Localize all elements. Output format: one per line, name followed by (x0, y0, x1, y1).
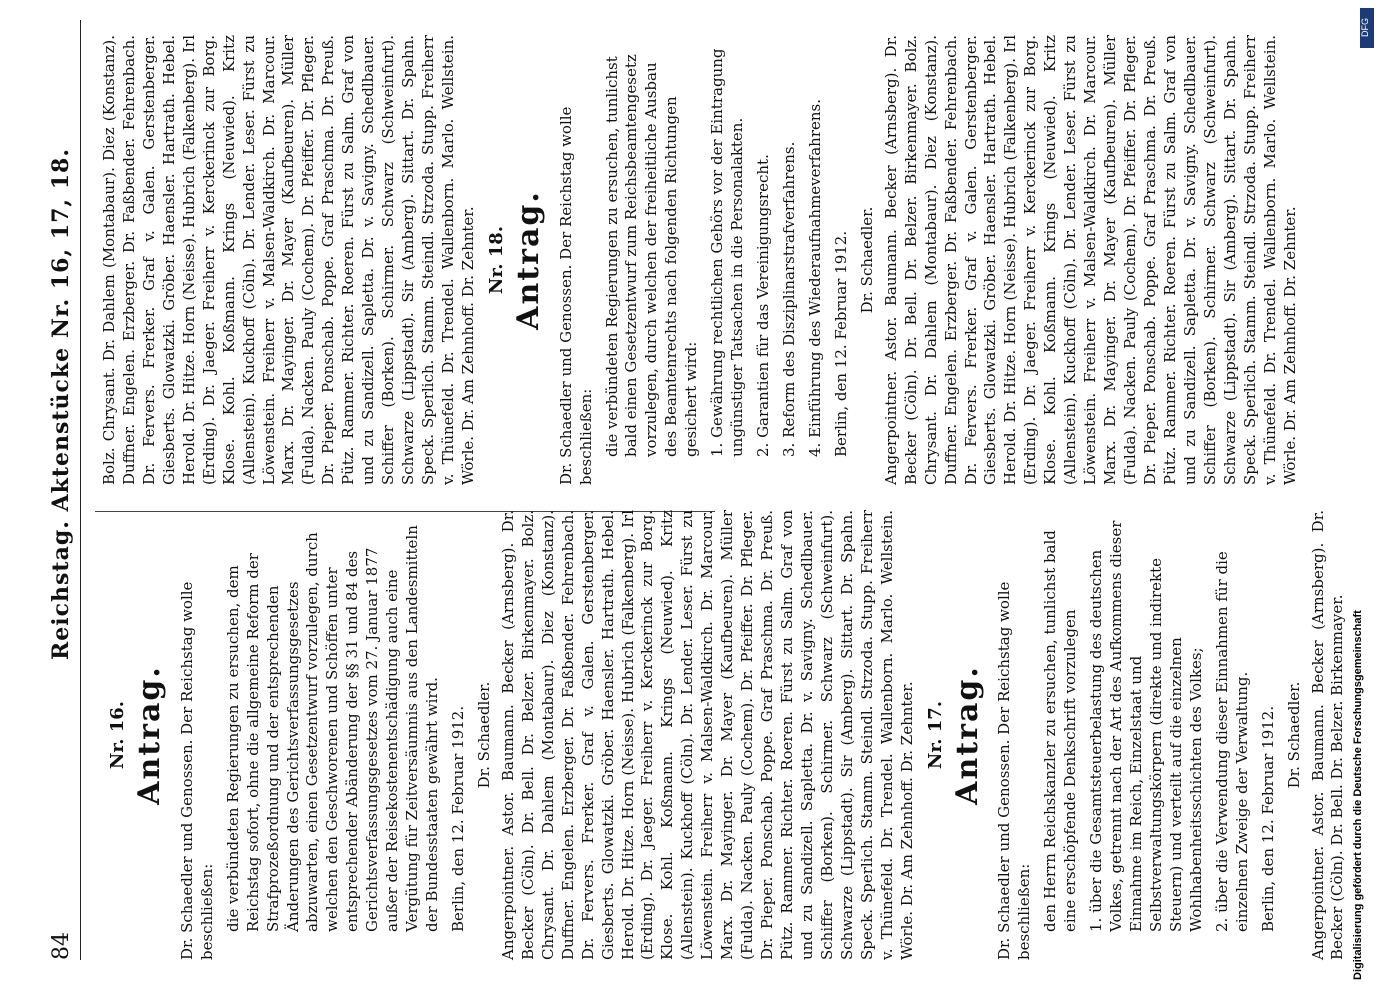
page-header (40, 20, 81, 960)
right-column (100, 35, 1306, 485)
motion-date-17: Berlin, den 12. Februar 1912. (1258, 705, 1277, 932)
motion-item-17-1: 1. über die Gesamtsteuerbelastung des deutschen Volkes, getrennt nach der Art des Aufkommens dieser Einnahme im Reich, Einzelstaat und Selbstverwaltungskörpern (direkte und indirekte Steuern) und verteilt auf die einzelnen Wohlhabenheitsschichten des Volkes; (1087, 520, 1205, 932)
motion-number-18: Nr. 18. (485, 225, 507, 295)
motion-signer-17: Dr. Schaedler. (1284, 681, 1303, 789)
funding-note: Digitalisierung gefördert durch die Deutsche Forschungsgemeinschaft (1352, 610, 1364, 980)
motion-item-18-3: 3. Reform des Disziplinarstrafverfahrens. (780, 141, 799, 457)
motion-date-18: Berlin, den 12. Februar 1912. (831, 230, 850, 457)
motion-heading-16: Antrag. (131, 665, 167, 805)
motion-body-16: die verbündeten Regierungen zu ersuchen, dem Reichstag sofort, ohne die allgemeine Reform der Strafprozeßordnung und der entsprechenden Änderungen des Gerichtsverfassungsgesetzes abzuwarten, einen Gesetzentwurf vorzulegen, durch welchen den Geschworenen und Schöffen unter entsprechender Abänderung der §§ 31 und 84 des Gerichtsverfassungsgesetzes vom 27. Januar 1877 außer der Reisekostenentschädigung auch eine Vergütung für Zeitversäumnis aus den Landesmitteln der Bundesstaaten gewährt wird. (223, 525, 442, 932)
motion-intro-17: Dr. Schaedler und Genossen. Der Reichstag wolle beschließen: (995, 581, 1034, 960)
motion-number-17: Nr. 17. (924, 700, 946, 770)
motion-heading-17: Antrag. (949, 665, 985, 805)
motion-body-18: die verbündeten Regierungen zu ersuchen, tunlichst bald einen Gesetzentwurf zum Reichsbeamtengesetz vorzulegen, durch welchen der freiheitliche Ausbau des Beamtenrechts nach folgenden Richtungen gesichert wird: (602, 54, 701, 457)
left-column (100, 510, 1354, 960)
motion-item-17-2: 2. über die Verwendung dieser Einnahmen für die einzelnen Zweige der Verwaltung. (1212, 551, 1251, 932)
signatories-16: Angerpointner. Astor. Baumann. Becker (Arnsberg). Dr. Becker (Cöln). Dr. Bell. Dr. Belzer. Birkenmayer. Bolz. Chrysant. Dr. Dahlem (Montabaur). Diez (Konstanz). Duffner. Engelen. Erzberger. Dr. Faßbender. Fehrenbach. Dr. Fervers. Frerker. Graf v. Galen. Gerstenberger. Giesberts. Glowatzki. Gröber. Haensler. Hartrath. Hebel. Herold. Dr. Hitze. Horn (Neisse). Hubrich (Falkenberg). Irl (Erding). Dr. Jaeger. Freiherr v. Kerckerinck zur Borg. Klose. Kohl. Koßmann. Krings (Neuwied). Kritz (Allenstein). Kuckhoff (Cöln). Dr. Lender. Leser. Fürst zu Löwenstein. Freiherr v. Malsen-Waldkirch. Dr. Marcour. Marx. Dr. Mayinger. Dr. Mayer (Kaufbeuren). Müller (Fulda). Nacken. Pauly (Cochem). Dr. Pfeiffer. Dr. Pfleger. Dr. Pieper. Ponschab. Poppe. Graf Praschma. Dr. Preuß. Pütz. Rammer. Richter. Roeren. Fürst zu Salm. Graf von und zu Sandizell. Sapletta. Dr. v. Savigny. Schedlbauer. Schiffer (Borken). Schirmer. Schwarz (Schweinfurt). Schwarze (Lippstadt). Sir (Amberg). Sittart. Dr. Spahn. Speck. Sperlich. Stamm. Steindl. Strzoda. Stupp. Freiherr v. Thünefeld. Dr. Trendel. Wallenborn. Marlo. Wellstein. Wörle. Dr. Am Zehnhoff. Dr. Zehnter. (498, 510, 916, 960)
motion-item-18-4: 4. Einführung des Wiederaufnahmeverfahrens. (805, 98, 824, 457)
signatories-17: Angerpointner. Astor. Baumann. Becker (Arnsberg). Dr. Becker (Cöln). Dr. Bell. Dr. Belzer. Birkenmayer. (1308, 510, 1347, 960)
motion-signer-16: Dr. Schaedler. (474, 681, 493, 789)
motion-item-18-1: 1. Gewährung rechtlichen Gehörs vor der Eintragung ungünstiger Tatsachen in die Personalakten. (708, 48, 747, 457)
signatories-18: Angerpointner. Astor. Baumann. Becker (Arnsberg). Dr. Becker (Cöln). Dr. Bell. Dr. Belzer. Birkenmayer. Bolz. Chrysant. Dr. Dahlem (Montabaur). Diez (Konstanz). Duffner. Engelen. Erzberger. Dr. Faßbender. Fehrenbach. Dr. Fervers. Frerker. Graf v. Galen. Gerstenberger. Giesberts. Glowatzki. Gröber. Haensler. Hartrath. Hebel. Herold. Dr. Hitze. Horn (Neisse). Hubrich (Falkenberg). Irl (Erding). Dr. Jaeger. Freiherr v. Kerckerinck zur Borg. Klose. Kohl. Koßmann. Krings (Neuwied). Kritz (Allenstein). Kuckhoff (Cöln). Dr. Lender. Leser. Fürst zu Löwenstein. Freiherr v. Malsen-Waldkirch. Dr. Marcour. Marx. Dr. Mayinger. Dr. Mayer (Kaufbeuren). Müller (Fulda). Nacken. Pauly (Cochem). Dr. Pfeiffer. Dr. Pfleger. Dr. Pieper. Ponschab. Poppe. Graf Praschma. Dr. Preuß. Pütz. Rammer. Richter. Roeren. Fürst zu Salm. Graf von und zu Sandizell. Sapletta. Dr. v. Savigny. Schedlbauer. Schiffer (Borken). Schirmer. Schwarz (Schweinfurt). Schwarze (Lippstadt). Sir (Amberg). Sittart. Dr. Spahn. Speck. Sperlich. Stamm. Steindl. Strzoda. Stupp. Freiherr v. Thünefeld. Dr. Trendel. Wallenborn. Marlo. Wellstein. Wörle. Dr. Am Zehnhoff. Dr. Zehnter. (881, 35, 1299, 485)
motion-signer-18: Dr. Schaedler. (857, 206, 876, 314)
motion-intro-18: Dr. Schaedler und Genossen. Der Reichstag wolle beschließen: (556, 106, 595, 485)
motion-intro-16: Dr. Schaedler und Genossen. Der Reichstag wolle beschließen: (177, 581, 216, 960)
motion-date-16: Berlin, den 12. Februar 1912. (449, 705, 468, 932)
page-number: 84 (49, 932, 74, 960)
motion-number-16: Nr. 16. (107, 700, 128, 770)
signatories-17-continued: Bolz. Chrysant. Dr. Dahlem (Montabaur). Diez (Konstanz). Duffner. Engelen. Erzberger. Dr. Faßbender. Fehrenbach. Dr. Fervers. Frerker. Graf v. Galen. Gerstenberger. Giesberts. Glowatzki. Gröber. Haensler. Hartrath. Hebel. Herold. Dr. Hitze. Horn (Neisse). Hubrich (Falkenberg). Irl (Erding). Dr. Jaeger. Freiherr v. Kerckerinck zur Borg. Klose. Kohl. Koßmann. Krings (Neuwied). Kritz (Allenstein). Kuckhoff (Cöln). Dr. Lender. Leser. Fürst zu Löwenstein. Freiherr v. Malsen-Waldkirch. Dr. Marcour. Marx. Dr. Mayinger. Dr. Mayer (Kaufbeuren). Müller (Fulda). Nacken. Pauly (Cochem). Dr. Pfeiffer. Dr. Pfleger. Dr. Pieper. Ponschab. Poppe. Graf Praschma. Dr. Preuß. Pütz. Rammer. Richter. Roeren. Fürst zu Salm. Graf von und zu Sandizell. Sapletta. Dr. v. Savigny. Schedlbauer. Schiffer (Borken). Schirmer. Schwarz (Schweinfurt). Schwarze (Lippstadt). Sir (Amberg). Sittart. Dr. Spahn. Speck. Sperlich. Stamm. Steindl. Strzoda. Stupp. Freiherr v. Thünefeld. Dr. Trendel. Wallenborn. Marlo. Wellstein. Wörle. Dr. Am Zehnhoff. Dr. Zehnter. (100, 35, 477, 485)
motion-body-17: den Herrn Reichskanzler zu ersuchen, tunlichst bald eine erschöpfende Denkschrift vorzulegen (1041, 530, 1080, 932)
running-title: Reichstag. Aktenstücke Nr. 16, 17, 18. (48, 148, 74, 660)
motion-heading-18: Antrag. (510, 190, 546, 330)
motion-item-18-2: 2. Garantien für das Vereinigungsrecht. (754, 154, 773, 457)
dfg-logo: DFG (1360, 8, 1374, 48)
